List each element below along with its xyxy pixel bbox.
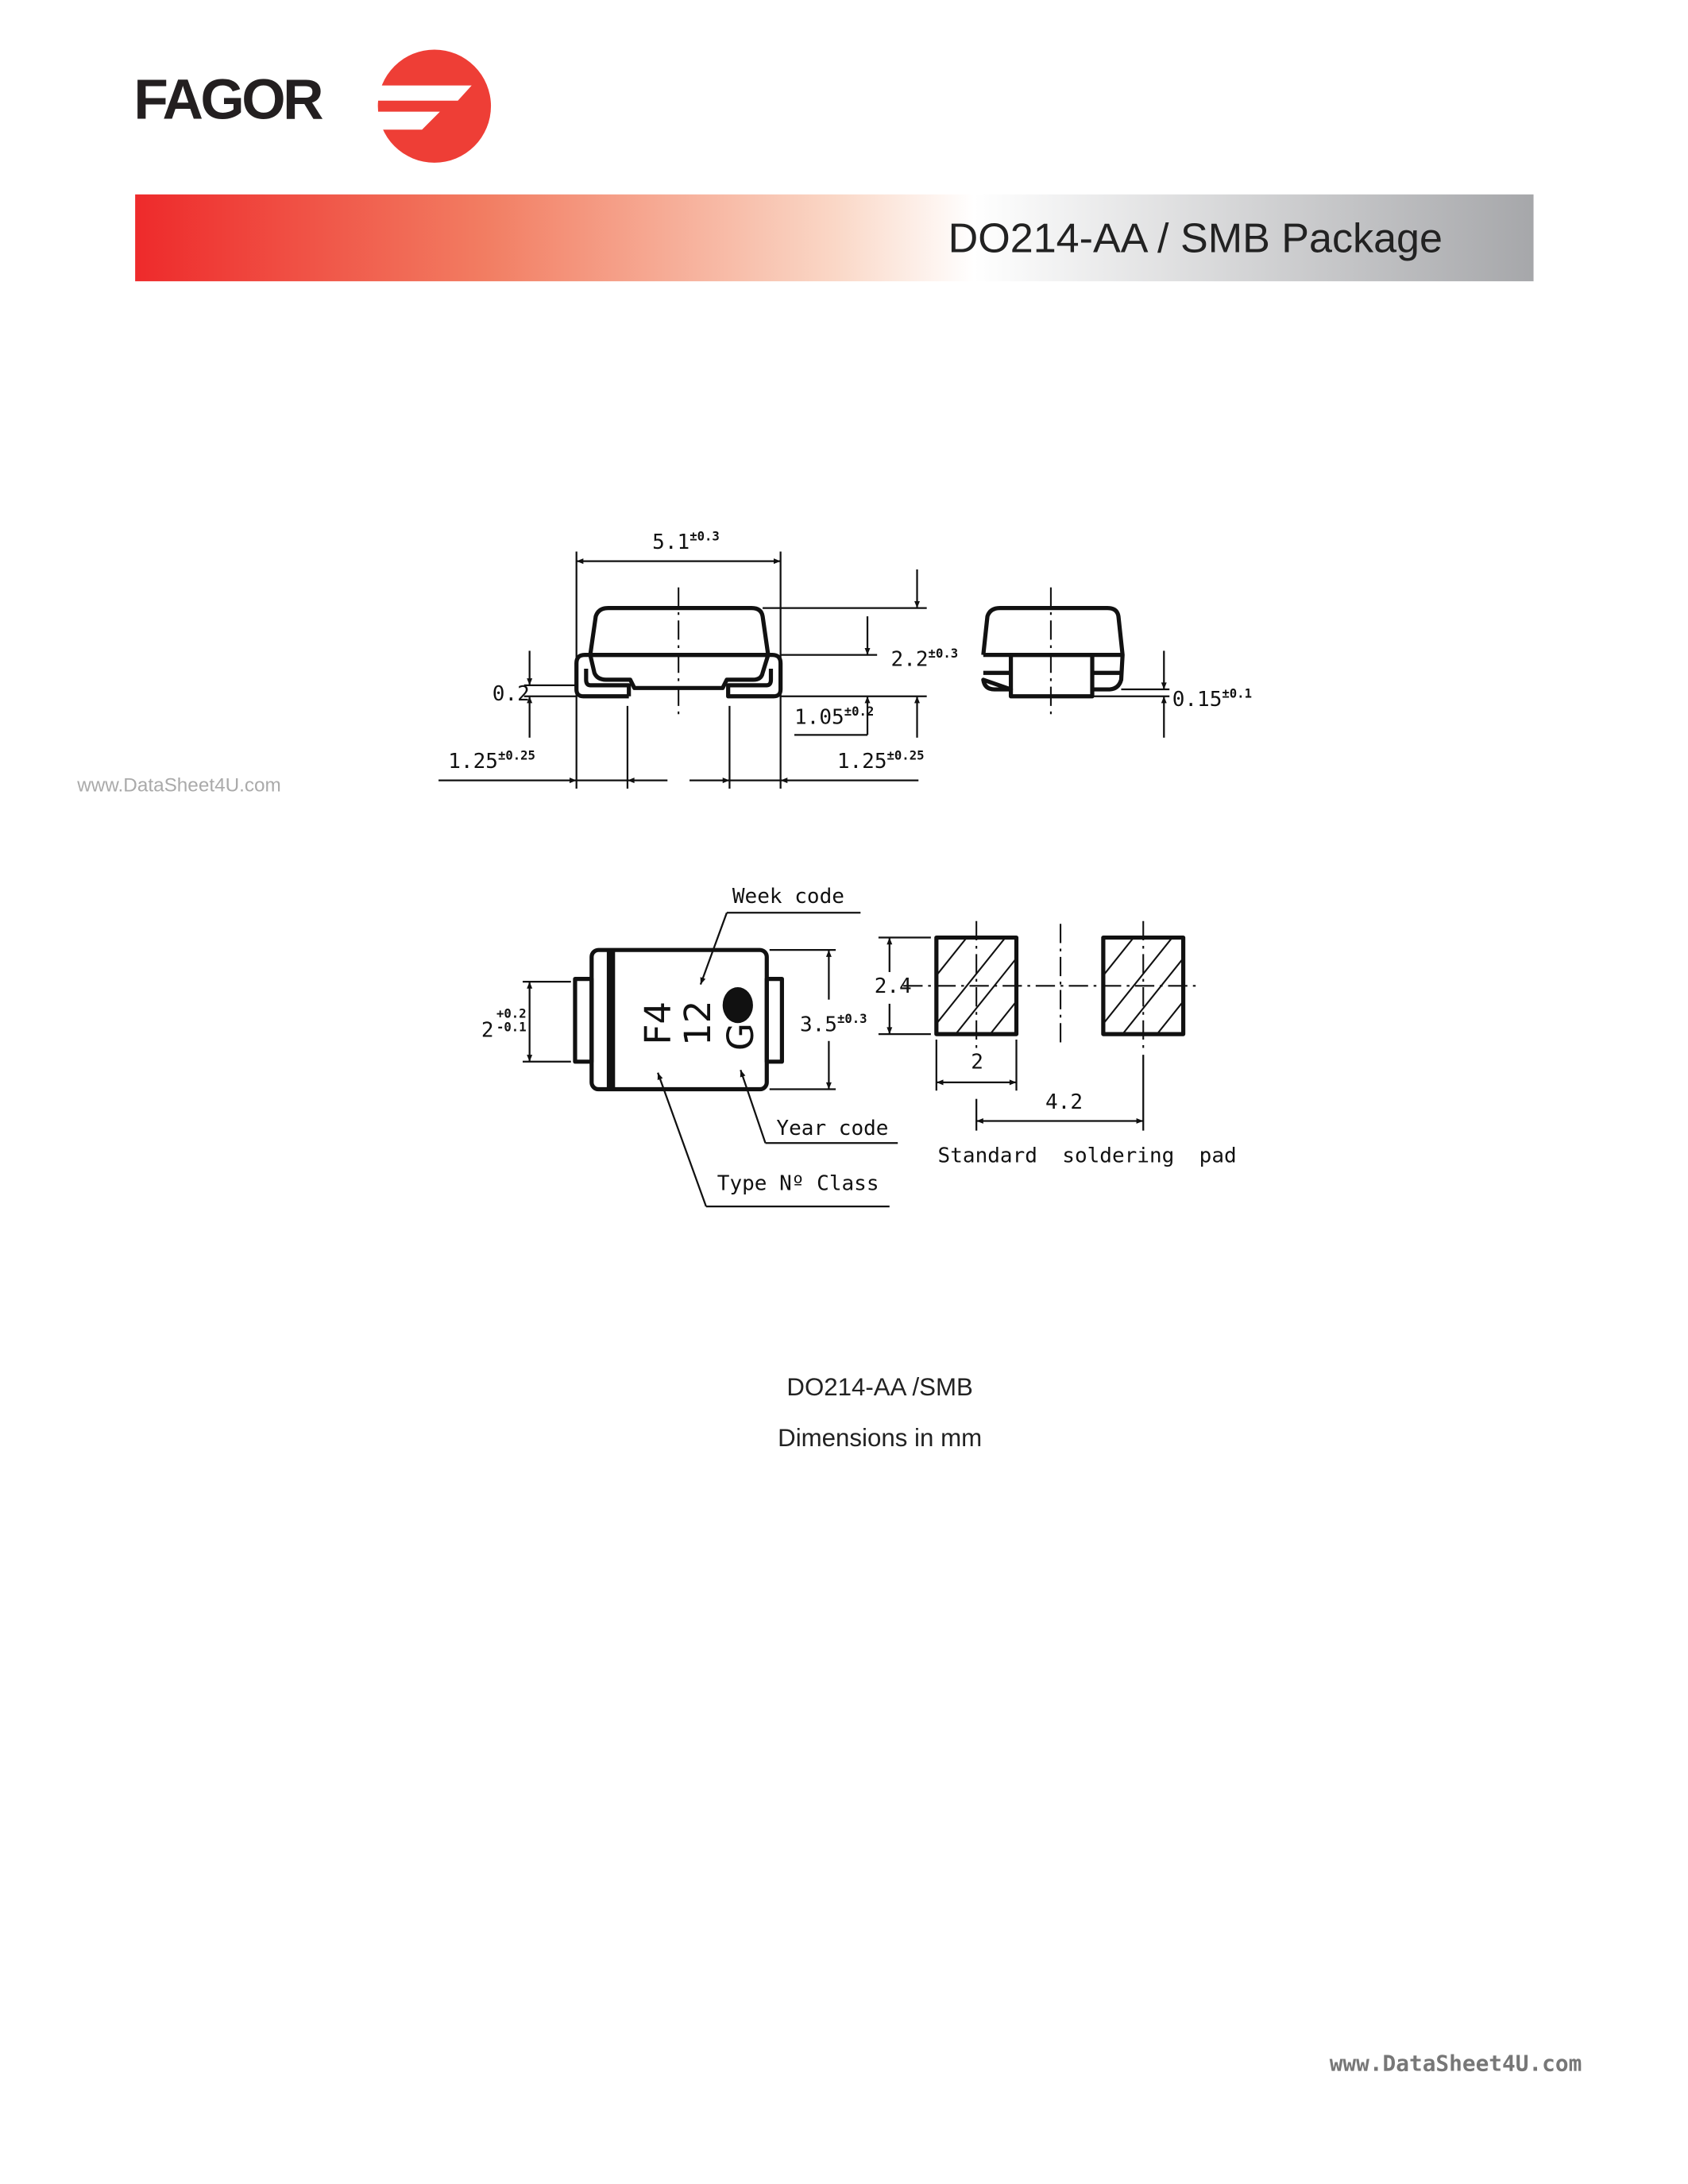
end-view-drawing <box>983 588 1252 738</box>
week-code-label: Week code <box>732 885 844 909</box>
logo-circle-icon <box>378 50 491 163</box>
svg-text:4.2: 4.2 <box>1045 1090 1083 1114</box>
marking-type-class: F4 <box>636 1001 679 1045</box>
type-class-label: Type Nº Class <box>717 1171 879 1196</box>
solder-pad-drawing <box>875 921 1237 1168</box>
caption-package: DO214-AA /SMB <box>786 1372 973 1401</box>
top-view-drawing <box>481 885 898 1206</box>
side-view-drawing <box>438 530 958 789</box>
svg-text:2: 2 <box>481 1018 494 1043</box>
svg-text:2.4: 2.4 <box>874 974 912 998</box>
logo-stripe <box>375 86 472 101</box>
year-code-label: Year code <box>776 1116 889 1140</box>
svg-text:3.5±0.3: $3.5^{\pm 0.3}$ <box>799 1012 867 1037</box>
svg-text:0.2: 0.2 <box>492 681 530 706</box>
fagor-logo <box>133 50 491 163</box>
svg-text:+0.2: +0.2 <box>496 1006 527 1021</box>
svg-text:1.25±0.25: $1.25^{\pm 0.25}$ <box>448 748 535 774</box>
svg-text:5.1±0.3: $5.1^{\pm 0.3}$ <box>652 529 720 554</box>
polarity-dot-icon <box>723 987 753 1023</box>
logo-text: FAGOR <box>133 68 322 132</box>
watermark-left: www.DataSheet4U.com <box>77 774 281 797</box>
solder-pad-label: Standard soldering pad <box>937 1144 1237 1168</box>
svg-text:2.2±0.3: $2.2^{\pm 0.3}$ <box>890 646 959 672</box>
marking-week-code: 12 <box>677 1000 720 1046</box>
page-title: DO214-AA / SMB Package <box>948 215 1443 262</box>
svg-text:1.05±0.2: $1.05^{\pm 0.2}$ <box>794 704 875 730</box>
marking-year-code: G <box>719 1023 762 1051</box>
caption-units: Dimensions in mm <box>778 1424 983 1453</box>
watermark-footer: www.DataSheet4U.com <box>1329 2050 1582 2077</box>
svg-text:0.15±0.1: $0.15^{\pm 0.1}$ <box>1172 686 1252 712</box>
svg-text:1.25±0.25: $1.25^{\pm 0.25}$ <box>836 748 925 774</box>
cathode-band <box>607 950 615 1089</box>
svg-text:-0.1: -0.1 <box>496 1020 527 1035</box>
svg-text:2: 2 <box>971 1050 983 1075</box>
